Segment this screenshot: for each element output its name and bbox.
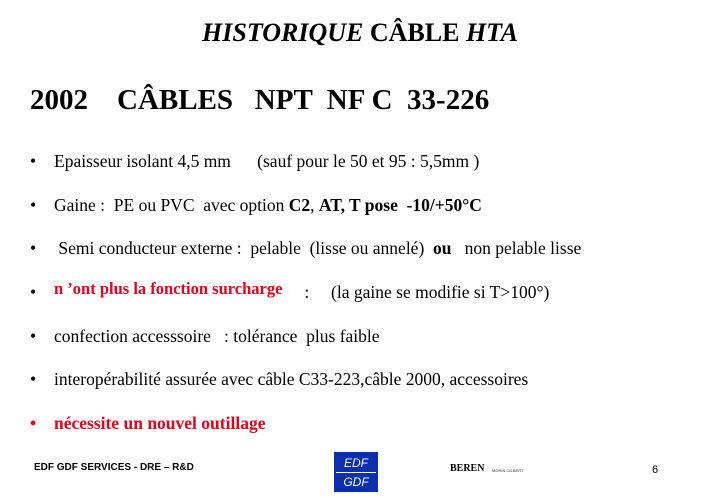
logo-edf-text: EDF [344, 455, 368, 470]
bullet-dot: • [30, 325, 37, 346]
bullet-item-semiconductor [30, 237, 710, 281]
bullet-red-tooling: nécessite un nouvel outillage [54, 413, 266, 434]
bullet-list [30, 150, 710, 456]
bullet-text-post: non pelable lisse [451, 238, 582, 259]
edf-gdf-logo [334, 452, 378, 492]
bullet-item-sheath [30, 194, 710, 238]
logo-gdf-text: GDF [343, 474, 369, 489]
bullet-dot: • [30, 369, 37, 390]
bullet-dot: • [30, 282, 37, 303]
bullet-text: Epaisseur isolant 4,5 mm (sauf pour le 50 et 95 : 5,5mm ) [54, 151, 480, 171]
bullet-item-interop [30, 368, 710, 412]
bullet-dot: • [30, 194, 37, 215]
bullet-item-accessory [30, 325, 710, 369]
bullet-text: Semi conducteur externe : pelable (lisse ou annelé) [54, 238, 434, 259]
bullet-item-overload [30, 281, 710, 325]
bullet-text: confection accesssoire : tolérance plus faible [54, 325, 380, 346]
slide-title [0, 18, 720, 48]
bullet-item-insulation [30, 150, 710, 194]
bullet-bold-temp: AT, T pose -10/+50°C [318, 194, 482, 215]
bullet-text-post: : (la gaine se modifie si T>100°) [282, 282, 550, 303]
bullet-text-sep: , [310, 194, 319, 215]
title-hta: HTA [465, 18, 518, 47]
page-number: 6 [652, 464, 659, 476]
slide-subtitle: 2002 CÂBLES NPT NF C 33-226 [30, 84, 490, 116]
logo-divider [336, 472, 376, 473]
bullet-red-overload: n ’ont plus la fonction surcharge [54, 279, 283, 299]
title-historique: HISTORIQUE [202, 18, 364, 47]
footer-organization: EDF GDF SERVICES - DRE – R&D [34, 462, 194, 473]
bullet-dot: • [30, 238, 37, 259]
bullet-dot: • [30, 151, 37, 171]
footer-author: MORIN GILBERT [492, 468, 524, 473]
bullet-text: interopérabilité assurée avec câble C33-223,câble 2000, accessoires [54, 369, 529, 390]
footer-beren: BEREN [450, 463, 485, 474]
bullet-item-tooling [30, 412, 710, 456]
bullet-text: Gaine : PE ou PVC avec option [54, 194, 289, 215]
bullet-bold-c2: C2 [288, 194, 311, 215]
title-cable: CÂBLE [363, 18, 466, 47]
bullet-bold-ou: ou [433, 238, 452, 259]
bullet-dot: • [30, 413, 37, 434]
